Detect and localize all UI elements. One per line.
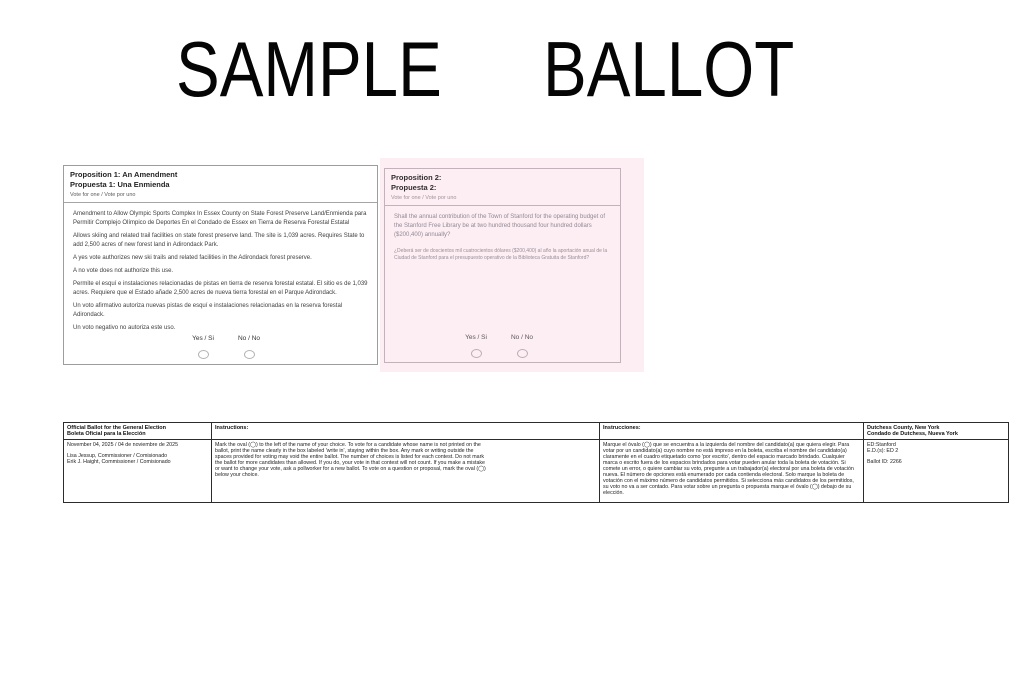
prop1-paragraph: Permite el esquí e instalaciones relacionadas de pistas en tierra de reserva forestal estatal. El sitio es de 1,039 acres. Requiere que el Estado añade 2,500 acres de nueva tierra forestal en el Parque Adirondack. [73, 281, 368, 296]
proposition-2-box [384, 168, 621, 363]
ballot-footer-table [63, 422, 1009, 503]
commissioner-1: Lisa Jessup, Commissioner / Comisionado [67, 453, 168, 460]
proposition-1-text [64, 203, 377, 333]
commissioner-2: Erik J. Haight, Commissioner / Comisionado [67, 459, 171, 466]
prop1-title-es: Propuesta 1: Una Enmienda [70, 180, 170, 189]
page-title-sample: SAMPLE [176, 25, 442, 113]
prop2-vote-note: Vote for one / Vote por uno [391, 195, 457, 201]
prop1-paragraph: A no vote does not authorize this use. [73, 268, 174, 274]
instructions-en-text: Mark the oval (◯) to the left of the name of your choice. To vote for a candidate whose name is not printed on the ballot, print the name clearly in the box labeled 'write in', staying within the box. Any mark or writing outside the spaces provided for voting may void the entire ballot. The number of choices is listed for each contest. Do not mark the ballot for more candidates than allowed. If you do, your vote in that contest will not count. If you make a mistake or want to change your vote, ask a pollworker for a new ballot. To vote on a question or proposal, mark the oval (◯) below your choice. [211, 440, 599, 501]
election-district-number: E.D.(s): ED 2 [867, 448, 899, 455]
official-ballot-header [64, 423, 211, 440]
election-date: November 04, 2025 / 04 de noviembre de 2025 [67, 442, 179, 449]
proposition-1-header [64, 166, 377, 203]
proposition-2-text [385, 206, 620, 262]
prop2-no-option [507, 334, 537, 358]
prop1-vote-note: Vote for one / Vote por uno [70, 192, 136, 198]
prop1-paragraph: Amendment to Allow Olympic Sports Complex In Essex County on State Forest Preserve Land/Enmienda para Permitir Complejo Olímpico de Deportes En el Condado de Essex en Tierra de Reserva Forestal Estatal [73, 211, 367, 226]
page-title-ballot: BALLOT [543, 25, 795, 113]
instructions-es-header: Instrucciones: [599, 423, 863, 440]
proposition-2-header [385, 169, 620, 206]
prop1-title-en: Proposition 1: An Amendment [70, 170, 178, 179]
county-header-es: Condado de Dutchess, Nueva York [867, 431, 958, 438]
prop1-vote-row [188, 335, 264, 359]
prop1-no-oval[interactable] [244, 350, 255, 359]
official-ballot-header-es: Boleta Oficial para la Elección [67, 431, 146, 438]
prop2-title-es: Propuesta 2: [391, 183, 437, 192]
prop1-no-label: No / No [237, 335, 261, 342]
prop1-no-option [234, 335, 264, 359]
ballot-id: Ballot ID: 2266 [867, 459, 902, 466]
county-header [863, 423, 1008, 440]
county-details [863, 440, 1008, 501]
prop2-title-en: Proposition 2: [391, 173, 442, 182]
prop2-yes-label: Yes / Si [465, 334, 487, 341]
prop2-yes-oval[interactable] [471, 349, 482, 358]
prop1-paragraph: Un voto negativo no autoriza este uso. [73, 325, 176, 331]
instructions-en-header: Instructions: [211, 423, 599, 440]
official-ballot-header-en: Official Ballot for the General Election [67, 425, 167, 431]
county-header-en: Dutchess County, New York [867, 425, 940, 431]
prop2-yes-option [461, 334, 491, 358]
prop2-no-label: No / No [510, 334, 534, 341]
prop1-paragraph: A yes vote authorizes new ski trails and related facilities in the Adirondack forest preserve. [73, 255, 312, 261]
proposition-1-box [63, 165, 378, 365]
election-district: ED:Stanford [867, 442, 896, 449]
prop1-paragraph: Un voto afirmativo autoriza nuevas pistas de esquí e instalaciones relacionadas en la reserva forestal Adirondack. [73, 303, 343, 318]
instructions-es-text: Marque el óvalo (◯) que se encuentra a la izquierda del nombre del candidato(a) que quiera elegir. Para votar por un candidato(a) cuyo nombre no está impreso en la boleta, escriba el nombre del candidato(a) claramente en el cuadro etiquetado como 'por escrito', dentro del espacio marcado brindado. Cualquier marca o escrito fuera de los espacios brindados para votar pueden anular toda la boleta de votación. Si comete un error, o quiere cambiar su voto, pregunte a un trabajador(a) electoral por una boleta de votación nueva. El número de opciones está enumerado por cada contienda electoral. Solo marque la boleta de votación con el máximo número de candidatos permitidos. Si selecciona más candidatos de los permitidos, su voto no va a ser contado. Para votar sobre un pregunta o propuesta marque el óvalo (◯) debajo de su elección. [599, 440, 863, 501]
prop2-paragraph-es: ¿Deberá ser de doscientos mil cuatrocientos dólares ($200,400) al año la aportación anual de la Ciudad de Stanford para el presupuesto operativo de la Biblioteca Gratuita de Stanford? [394, 248, 608, 261]
prop1-yes-label: Yes / Si [192, 335, 214, 342]
prop2-paragraph-en: Shall the annual contribution of the Town of Stanford for the operating budget of the Stanford Free Library be at two hundred thousand four hundred dollars ($200,400) annually? [394, 214, 606, 238]
prop2-no-oval[interactable] [517, 349, 528, 358]
official-ballot-details [64, 440, 211, 501]
prop2-vote-row [461, 334, 537, 358]
prop1-yes-oval[interactable] [198, 350, 209, 359]
prop1-yes-option [188, 335, 218, 359]
prop1-paragraph: Allows skiing and related trail facilities on state forest preserve land. The site is 1,039 acres. Requires State to add 2,500 acres of new forest land in Adirondack Park. [73, 233, 365, 248]
